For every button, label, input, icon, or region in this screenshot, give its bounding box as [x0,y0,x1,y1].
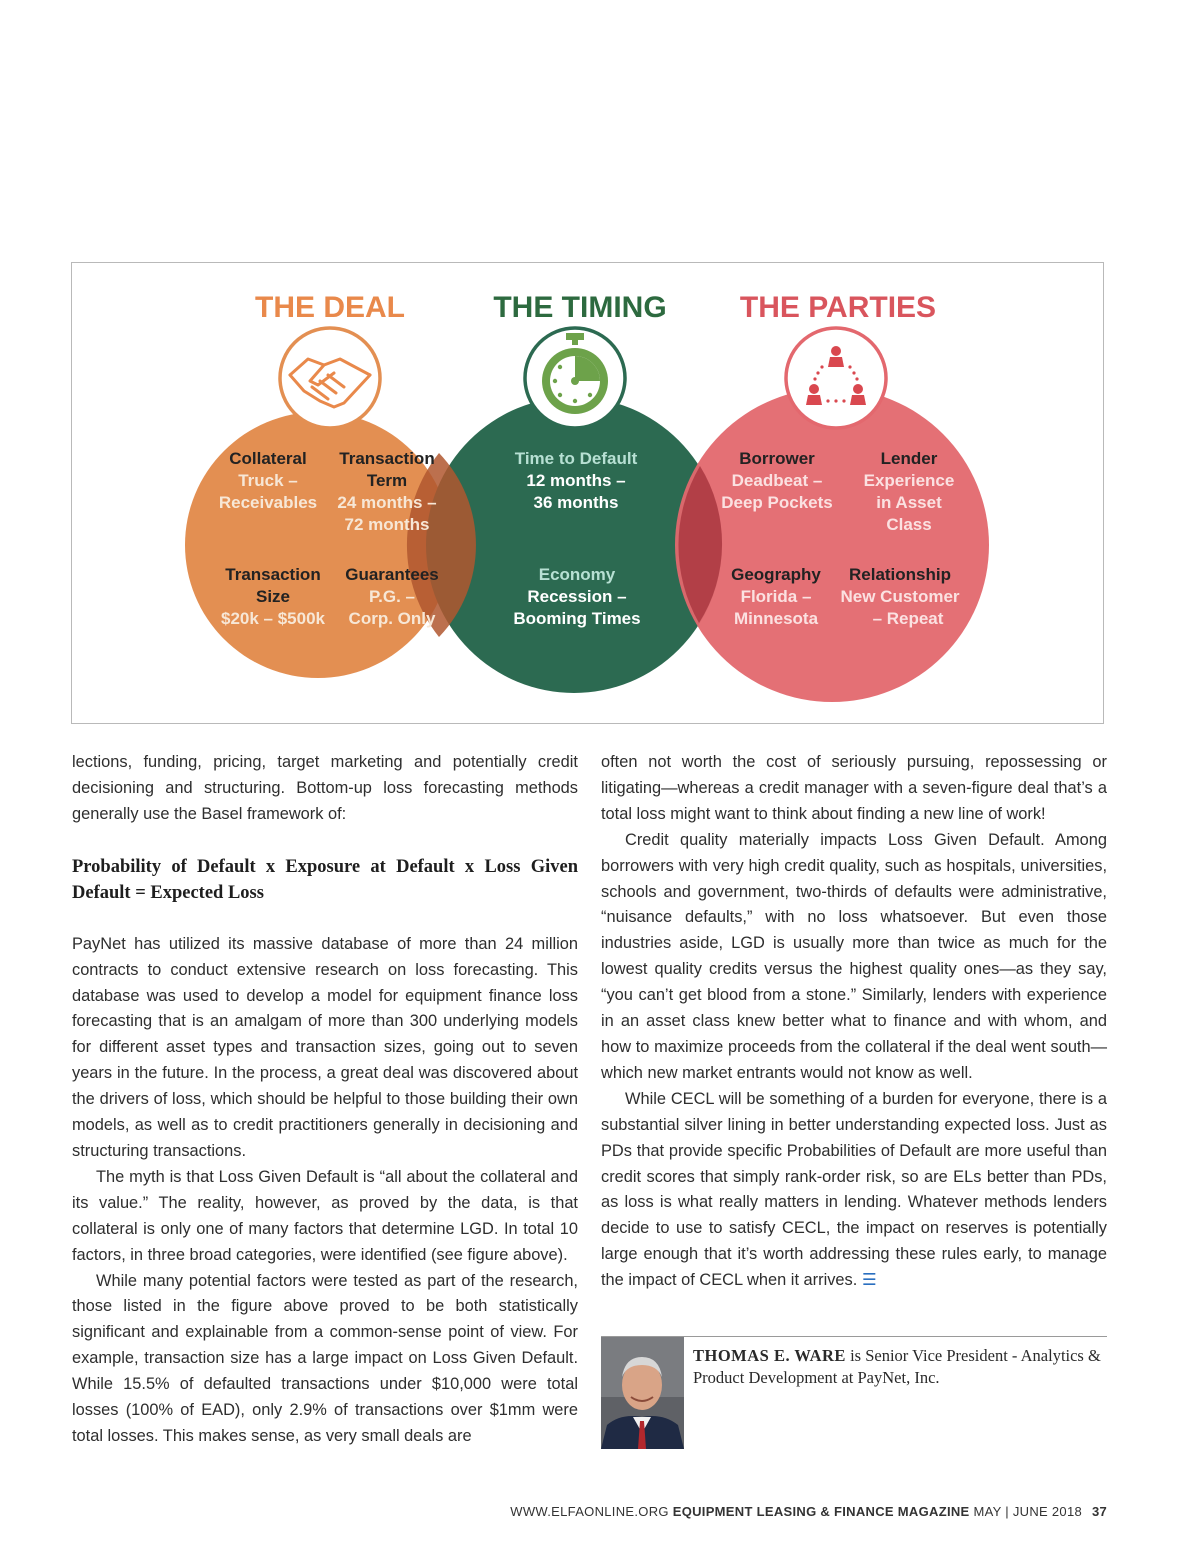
guarantees-line-2: Corp. Only [348,609,436,628]
left-paragraph-4: While many potential factors were tested as part of the research, those listed in the figure above proved to be both statistically significant and explainable from a common-sense point of view. For example, transaction size has a large impact on Loss Given Default. While 15.5% of defaulted transactions under $10,000 were total losses (100% of EAD), only 2.9% of transactions over $1mm were total losses. This makes sense, as very small deals are [72,1271,578,1445]
size-line-1: $20k – $500k [221,609,325,628]
author-photo [601,1337,684,1449]
heading-parties: THE PARTIES [739,291,937,324]
page-footer [510,1504,1107,1519]
geography-line-1: Florida – [740,587,812,606]
time-to-default-line-2: 36 months [533,493,619,512]
term-title-2: Term [366,471,408,490]
right-paragraph-3 [601,1087,1107,1294]
left-paragraph-3: The myth is that Loss Given Default is “all about the collateral and its value.” The reality, however, as proved by the data, is that collateral is only one of many factors that determine LGD. In total 10 factors, in three broad categories, were identified (see figure above). [72,1167,578,1264]
collateral-line-1: Truck – [238,471,298,490]
footer-site: WWW.ELFAONLINE.ORG [510,1504,669,1519]
borrower-title: Borrower [739,449,815,468]
footer-magazine: EQUIPMENT LEASING & FINANCE MAGAZINE [672,1504,970,1519]
relationship-line-2: – Repeat [872,609,944,628]
geography-line-2: Minnesota [733,609,819,628]
term-title: Transaction [339,449,435,468]
term-line-1: 24 months – [337,493,437,512]
economy-title: Economy [538,565,616,584]
right-paragraph-2: Credit quality materially impacts Loss Given Default. Among borrowers with very high credit quality, such as hospitals, universities, schools and government, two-thirds of defaults were administrative, “nuisance defaults,” with no loss whatsoever. But even those industries aside, LGD is usually more than twice as much for the lowest quality credits versus the highest quality ones—as they say, “you can’t get blood from a stone.” Similarly, lenders with experience in an asset class knew better what to finance and with whom, and how to maximize proceeds from the collateral if the deal went south—which new market entrants would not know as well. [601,830,1107,1082]
author-bio [601,1336,1107,1451]
size-title-2: Size [255,587,291,606]
borrower-line-2: Deep Pockets [721,493,833,512]
parties-icon-circle [786,328,886,428]
borrower-line-1: Deadbeat – [731,471,823,490]
time-to-default-line-1: 12 months – [526,471,626,490]
economy-line-2: Booming Times [513,609,641,628]
right-paragraph-3-text: While CECL will be something of a burden for everyone, there is a substantial silver lining in better understanding expected loss. Just as PDs that provide specific Probabilities of Default are more useful than credit scores that simply rank-order risk, so are ELs better than PDs, as loss is what really matters in lending. Whatever methods lenders decide to use to satisfy CECL, the impact on reserves is potentially large enough that it’s worth addressing these rules early, to manage the impact of CECL when it arrives. [601,1089,1107,1290]
geography-title: Geography [731,565,821,584]
relationship-line-1: New Customer [840,587,960,606]
footer-issue: MAY | JUNE 2018 [973,1504,1083,1519]
size-title: Transaction [225,565,321,584]
term-line-2: 72 months [344,515,430,534]
article-end-icon: ☰ [861,1271,877,1290]
relationship-title: Relationship [848,565,952,584]
left-paragraph-2: PayNet has utilized its massive database of more than 24 million contracts to conduct extensive research on loss forecasting. This database was used to develop a model for equipment finance loss forecasting that is an amalgam of more than 300 underlying models for different asset types and transaction sizes, going out to seven years in the future. In the process, a great deal was discovered about the drivers of loss, which should be helpful to those building their own models, as well as to credit practitioners generally in decisioning and structuring transactions. [72,934,578,1160]
time-to-default-title: Time to Default [514,449,638,468]
guarantees-title: Guarantees [345,565,439,584]
collateral-title: Collateral [229,449,307,468]
expected-loss-formula: Probability of Default x Exposure at Default x Loss Given Default = Expected Loss [72,856,578,903]
heading-timing: THE TIMING [493,291,667,324]
loss-drivers-figure [71,262,1104,724]
heading-deal: THE DEAL [255,291,405,324]
venn-diagram [72,263,1103,723]
lender-title: Lender [880,449,938,468]
parties-circle [675,388,989,702]
right-paragraph-1: often not worth the cost of seriously pursuing, repossessing or litigating—whereas a credit manager with a seven-figure deal that’s a total loss might want to think about finding a new line of work! [601,753,1107,823]
guarantees-line-1: P.G. – [369,587,415,606]
lender-line-3: Class [886,515,932,534]
author-name: THOMAS E. WARE [693,1346,846,1365]
article-left-column [72,750,578,1450]
left-paragraph-1: lections, funding, pricing, target marketing and potentially credit decisioning and structuring. Bottom-up loss forecasting methods generally use the Basel framework of: [72,753,578,823]
article-right-column [601,750,1107,1294]
author-bio-text [693,1345,1105,1389]
page-number: 37 [1091,1504,1107,1519]
collateral-line-2: Receivables [218,493,318,512]
economy-line-1: Recession – [527,587,627,606]
lender-line-1: Experience [863,471,955,490]
lender-line-2: in Asset [876,493,942,512]
author-description: is Senior Vice President - Analytics & Product Development at PayNet, Inc. [693,1346,1101,1387]
